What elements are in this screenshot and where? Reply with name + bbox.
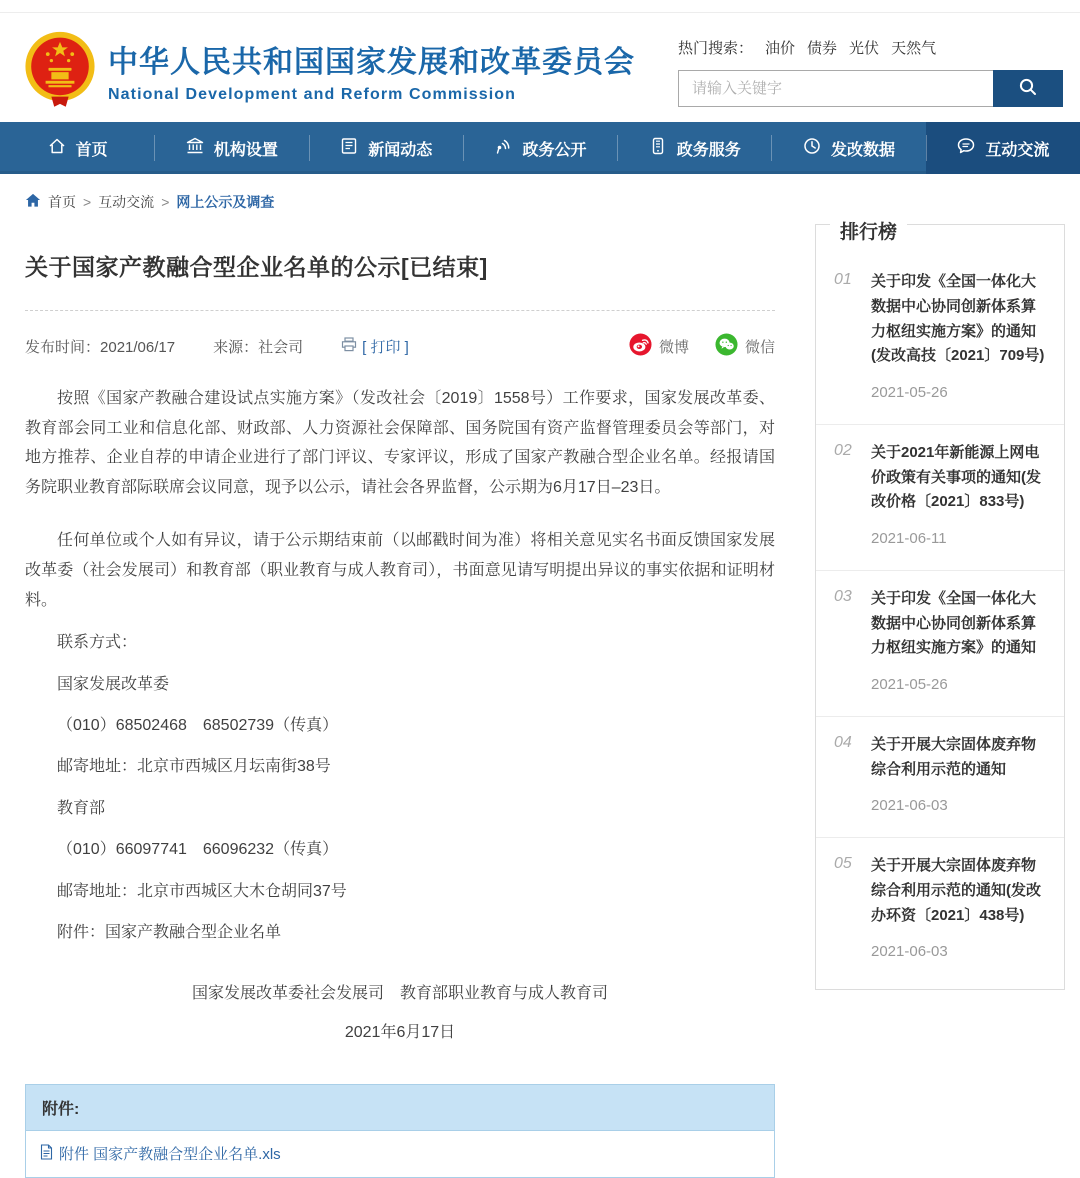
nav-label: 政务公开	[522, 141, 587, 159]
attachment-header: 附件:	[26, 1085, 774, 1130]
rank-item-date: 2021-05-26	[871, 384, 948, 401]
list-item[interactable]	[816, 716, 1064, 837]
rank-number: 03	[834, 587, 852, 605]
main-column	[25, 174, 775, 1178]
search-button[interactable]	[993, 70, 1063, 107]
rank-item-title: 关于印发《全国一体化大数据中心协同创新体系算力枢纽实施方案》的通知(发改高技〔2021〕709号) 2021-05-26	[871, 270, 1048, 406]
signature-date: 2021年6月17日	[344, 1024, 456, 1042]
attachment-row	[26, 1130, 774, 1177]
share-wechat[interactable]	[715, 333, 775, 360]
contact-line: 邮寄地址：北京市西城区大木仓胡同37号	[57, 882, 347, 900]
breadcrumb	[25, 192, 775, 212]
site-title-cn: 中华人民共和国国家发展和改革委员会	[108, 45, 635, 79]
article-source: 来源：社会司	[213, 339, 304, 356]
title-divider	[25, 310, 775, 311]
list-item[interactable]	[816, 254, 1064, 424]
page-title: 关于国家产教融合型企业名单的公示[已结束]	[25, 254, 488, 280]
search-input[interactable]	[678, 70, 993, 107]
institution-icon	[185, 136, 205, 161]
attachment-file-label: 附件 国家产教融合型企业名单.xls	[59, 1146, 281, 1164]
rank-item-title: 关于开展大宗固体废弃物综合利用示范的通知(发改办环资〔2021〕438号) 2021-06-03	[871, 854, 1048, 965]
hot-search-label: 热门搜索：	[678, 40, 754, 57]
search-bar	[678, 70, 1063, 107]
site-brand[interactable]	[24, 30, 635, 110]
signature-line: 国家发展改革委社会发展司 教育部职业教育与成人教育司	[191, 985, 608, 1003]
nav-item-news[interactable]	[309, 122, 463, 174]
rank-item-date: 2021-06-03	[871, 943, 948, 961]
nav-item-gov-disclosure[interactable]	[463, 122, 617, 174]
site-title-en: National Development and Reform Commission	[108, 85, 517, 103]
file-icon	[39, 1144, 54, 1164]
nav-label: 新闻动态	[368, 141, 433, 159]
breadcrumb-separator: >	[83, 194, 92, 210]
breadcrumb-home-icon	[25, 193, 41, 211]
attachment-file-link[interactable]	[39, 1143, 281, 1164]
contact-line: （010）68502468 68502739（传真）	[57, 716, 339, 734]
breadcrumb-separator: >	[161, 194, 170, 210]
rank-item-title: 关于印发《全国一体化大数据中心协同创新体系算力枢纽实施方案》的通知 2021-05-26	[871, 587, 1048, 698]
wechat-label: 微信	[744, 339, 775, 356]
list-item[interactable]	[816, 424, 1064, 570]
article-paragraph: 按照《国家产教融合建设试点实施方案》（发改社会〔2019〕1558号）工作要求，国家发展改革委、教育部会同工业和信息化部、财政部、人力资源社会保障部、国务院国有资产监督管理委员会等部门，对地方推荐、企业自荐的申请企业进行了部门评议、专家评议，形成了国家产教融合型企业名单。经报请国务院职业教育部际联席会议同意，现予以公示，请社会各界监督，公示期为6月17日–23日。	[25, 390, 775, 496]
share-weibo[interactable]	[629, 333, 689, 360]
contact-line: 联系方式：	[57, 634, 138, 652]
content-area	[0, 174, 1080, 1178]
nav-label: 政务服务	[676, 141, 741, 159]
national-emblem-icon	[24, 30, 96, 110]
rank-number: 02	[834, 441, 852, 459]
hot-keyword[interactable]: 天然气	[891, 40, 937, 57]
ranking-title: 排行榜	[830, 217, 907, 244]
list-item[interactable]	[816, 837, 1064, 983]
rank-item-title: 关于开展大宗固体废弃物综合利用示范的通知 2021-06-03	[871, 733, 1048, 819]
brand-text	[108, 37, 635, 104]
attachment-box	[25, 1084, 775, 1178]
data-icon	[802, 136, 822, 161]
rank-number: 05	[834, 855, 852, 872]
nav-label: 发改数据	[831, 141, 896, 159]
chat-icon	[956, 136, 976, 161]
wechat-icon	[715, 333, 738, 360]
nav-label: 机构设置	[213, 141, 278, 159]
rank-item-date: 2021-06-11	[871, 530, 947, 547]
service-icon	[648, 136, 668, 161]
nav-item-institutions[interactable]	[154, 122, 308, 174]
printer-icon	[341, 337, 357, 356]
ranking-panel	[815, 224, 1065, 990]
rank-item-title: 关于2021年新能源上网电价政策有关事项的通知(发改价格〔2021〕833号) 2021-06-11	[871, 441, 1048, 552]
print-label: [ 打印 ]	[362, 339, 409, 356]
search-icon	[1017, 76, 1039, 101]
weibo-label: 微博	[658, 339, 689, 356]
contact-line: 教育部	[57, 799, 106, 817]
hot-keyword[interactable]: 债券	[807, 40, 838, 57]
contact-line: （010）66097741 66096232（传真）	[57, 841, 339, 859]
nav-item-interaction[interactable]	[926, 122, 1080, 174]
breadcrumb-item-interaction[interactable]: 互动交流	[98, 194, 155, 210]
publish-time: 发布时间：2021/06/17	[25, 339, 176, 356]
main-nav	[0, 122, 1080, 174]
contact-line: 邮寄地址：北京市西城区月坛南街38号	[57, 758, 331, 776]
broadcast-icon	[493, 136, 513, 161]
ranking-list	[816, 244, 1064, 989]
nav-label: 首页	[75, 141, 108, 159]
article-meta	[25, 333, 775, 360]
share-group	[629, 333, 775, 360]
sidebar-column	[775, 174, 1065, 1178]
home-icon	[47, 136, 67, 161]
rank-item-date: 2021-06-03	[871, 797, 948, 815]
rank-number: 04	[834, 733, 852, 751]
nav-item-home[interactable]	[0, 122, 154, 174]
print-button[interactable]	[341, 336, 409, 357]
header-right	[678, 30, 1070, 107]
breadcrumb-item-current[interactable]: 网上公示及调查	[176, 194, 275, 210]
rank-number: 01	[834, 271, 852, 288]
nav-label: 互动交流	[985, 141, 1050, 159]
news-icon	[339, 136, 359, 161]
weibo-icon	[629, 333, 652, 360]
hot-keyword[interactable]: 油价	[765, 40, 796, 57]
list-item[interactable]	[816, 570, 1064, 716]
nav-item-gov-services[interactable]	[617, 122, 771, 174]
article-paragraph: 任何单位或个人如有异议，请于公示期结束前（以邮戳时间为准）将相关意见实名书面反馈国家发展改革委（社会发展司）和教育部（职业教育与成人教育司），书面意见请写明提出异议的事实依据和证明材料。	[25, 532, 775, 609]
hot-keyword[interactable]: 光伏	[849, 40, 880, 57]
nav-item-ndrc-data[interactable]	[771, 122, 925, 174]
rank-item-date: 2021-05-26	[871, 676, 948, 693]
breadcrumb-item-home[interactable]: 首页	[48, 194, 76, 210]
site-header	[0, 13, 1080, 122]
top-strip	[0, 0, 1080, 13]
contact-line: 国家发展改革委	[57, 675, 170, 693]
article-body	[25, 384, 775, 1042]
contact-line: 附件：国家产教融合型企业名单	[57, 923, 282, 941]
hot-search-row	[678, 37, 1063, 58]
